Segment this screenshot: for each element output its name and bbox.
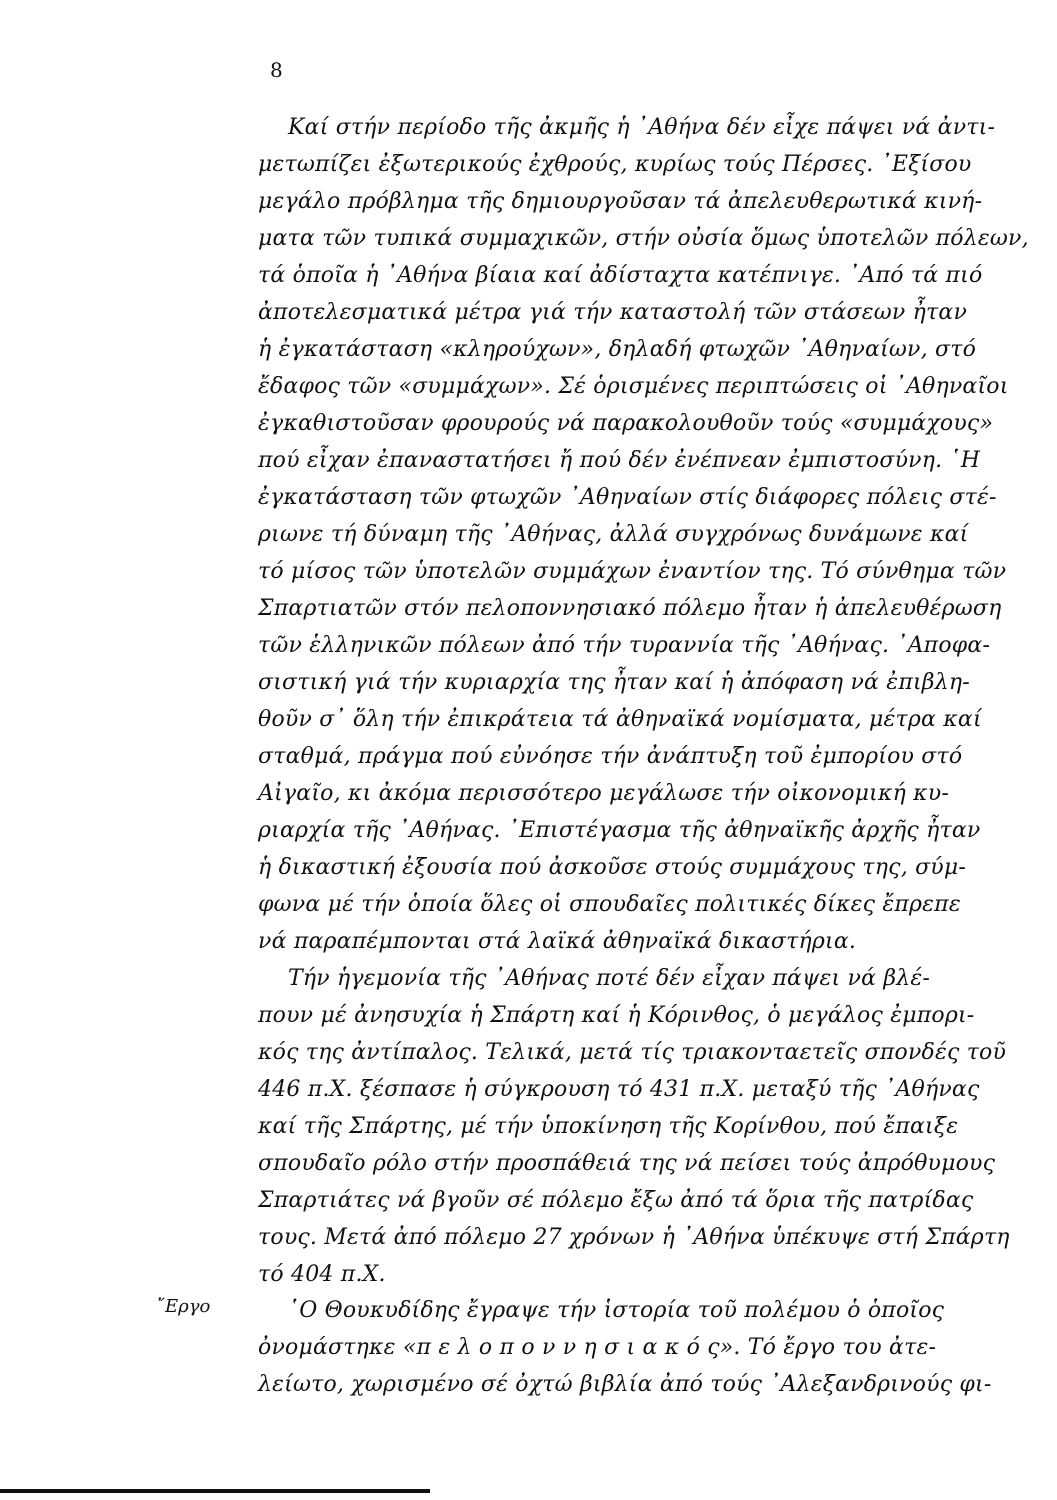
paragraph-2-line: τους. Μετά ἀπό πόλεμο 27 χρόνων ἡ ᾿Αθήνα ὑπέκυψε στή Σπάρτη: [258, 1225, 1010, 1250]
paragraph-1-line: τῶν ἑλληνικῶν πόλεων ἀπό τήν τυραννία τῆς ᾿Αθήνας. ᾿Αποφα-: [258, 633, 991, 658]
paragraph-2-line: Σπαρτιάτες νά βγοῦν σέ πόλεμο ἔξω ἀπό τά ὅρια τῆς πατρίδας: [258, 1188, 974, 1213]
paragraph-2-line: 446 π.Χ. ξέσπασε ἡ σύγκρουση τό 431 π.Χ. μεταξύ τῆς ᾿Αθήνας: [258, 1077, 980, 1102]
paragraph-2-line: σπουδαῖο ρόλο στήν προσπάθειά της νά πείσει τούς ἀπρόθυμους: [258, 1151, 996, 1176]
scan-edge-rule: [0, 1489, 430, 1493]
paragraph-1-line: ἀποτελεσματικά μέτρα γιά τήν καταστολή τῶν στάσεων ἦταν: [258, 300, 968, 325]
paragraph-1-line: ἐγκατάσταση τῶν φτωχῶν ᾿Αθηναίων στίς διάφορες πόλεις στέ-: [258, 485, 997, 510]
paragraph-1-line: ἐγκαθιστοῦσαν φρουρούς νά παρακολουθοῦν τούς «συμμάχους»: [258, 411, 994, 436]
paragraph-2-line: κός της ἀντίπαλος. Τελικά, μετά τίς τριακονταετεῖς σπονδές τοῦ: [258, 1040, 1007, 1065]
paragraph-1-line: φωνα μέ τήν ὁποία ὅλες οἱ σπουδαῖες πολιτικές δίκες ἔπρεπε: [258, 892, 961, 917]
paragraph-1-line: ματα τῶν τυπικά συμμαχικῶν, στήν οὐσία ὅμως ὑποτελῶν πόλεων,: [258, 226, 1029, 251]
paragraph-1-line: ριωνε τή δύναμη τῆς ᾿Αθήνας, ἀλλά συγχρόνως δυνάμωνε καί: [258, 522, 969, 547]
paragraph-1-line: σταθμά, πράγμα πού εὐνόησε τήν ἀνάπτυξη τοῦ ἐμπορίου στό: [258, 744, 963, 769]
paragraph-1-line: Σπαρτιατῶν στόν πελοποννησιακό πόλεμο ἦταν ἡ ἀπελευθέρωση: [258, 596, 1002, 621]
paragraph-1-line: μεγάλο πρόβλημα τῆς δημιουργοῦσαν τά ἀπελευθερωτικά κινή-: [258, 189, 983, 214]
paragraph-1-line: τό μίσος τῶν ὑποτελῶν συμμάχων ἐναντίον της. Τό σύνθημα τῶν: [258, 559, 1007, 584]
paragraph-1-line: σιστική γιά τήν κυριαρχία της ἦταν καί ἡ ἀπόφαση νά ἐπιβλη-: [258, 670, 970, 695]
paragraph-1-line: τά ὁποῖα ἡ ᾿Αθήνα βίαια καί ἀδίσταχτα κατέπνιγε. ᾿Από τά πιό: [258, 263, 983, 288]
paragraph-3-line: ῾Ο Θουκυδίδης ἔγραψε τήν ἱστορία τοῦ πολέμου ὁ ὁποῖος: [288, 1298, 945, 1323]
paragraph-1-line: Αἰγαῖο, κι ἀκόμα περισσότερο μεγάλωσε τήν οἰκονομική κυ-: [258, 781, 949, 806]
paragraph-1-line: ἡ ἐγκατάσταση «κληρούχων», δηλαδή φτωχῶν ᾿Αθηναίων, στό: [258, 337, 977, 362]
paragraph-1-line: ριαρχία τῆς ᾿Αθήνας. ᾿Επιστέγασμα τῆς ἀθηναϊκῆς ἀρχῆς ἦταν: [258, 818, 981, 843]
paragraph-2-line: καί τῆς Σπάρτης, μέ τήν ὑποκίνηση τῆς Κορίνθου, πού ἔπαιξε: [258, 1114, 959, 1139]
paragraph-2-line: τό 404 π.Χ.: [258, 1262, 386, 1287]
paragraph-1-line: ἔδαφος τῶν «συμμάχων». Σέ ὁρισμένες περιπτώσεις οἱ ᾿Αθηναῖοι: [258, 374, 1009, 399]
paragraph-2-line: Τήν ἡγεμονία τῆς ᾿Αθήνας ποτέ δέν εἶχαν πάψει νά βλέ-: [288, 966, 931, 991]
paragraph-1-line: νά παραπέμπονται στά λαϊκά ἀθηναϊκά δικαστήρια.: [258, 929, 857, 954]
page-number: 8: [270, 58, 283, 82]
paragraph-3-line: ὀνομάστηκε «π ε λ ο π ο ν ν η σ ι α κ ό ς». Τό ἔργο του ἀτε-: [258, 1335, 937, 1360]
paragraph-1-line: θοῦν σ᾿ ὅλη τήν ἐπικράτεια τά ἀθηναϊκά νομίσματα, μέτρα καί: [258, 707, 982, 732]
paragraph-1-line: ἡ δικαστική ἐξουσία πού ἀσκοῦσε στούς συμμάχους της, σύμ-: [258, 855, 966, 880]
paragraph-2-line: πουν μέ ἀνησυχία ἡ Σπάρτη καί ἡ Κόρινθος, ὁ μεγάλος ἐμπορι-: [258, 1003, 975, 1028]
paragraph-3-line: λείωτο, χωρισμένο σέ ὀχτώ βιβλία ἀπό τούς ᾿Αλεξανδρινούς φι-: [258, 1372, 992, 1397]
paragraph-1-line: πού εἶχαν ἐπαναστατήσει ἤ πού δέν ἐνέπνεαν ἐμπιστοσύνη. ῾Η: [258, 448, 981, 473]
paragraph-1-line: Καί στήν περίοδο τῆς ἀκμῆς ἡ ᾿Αθήνα δέν εἶχε πάψει νά ἀντι-: [288, 115, 996, 140]
paragraph-1-line: μετωπίζει ἐξωτερικούς ἐχθρούς, κυρίως τούς Πέρσες. ᾿Εξίσου: [258, 152, 972, 177]
margin-note: ῎Εργο: [156, 1296, 211, 1317]
